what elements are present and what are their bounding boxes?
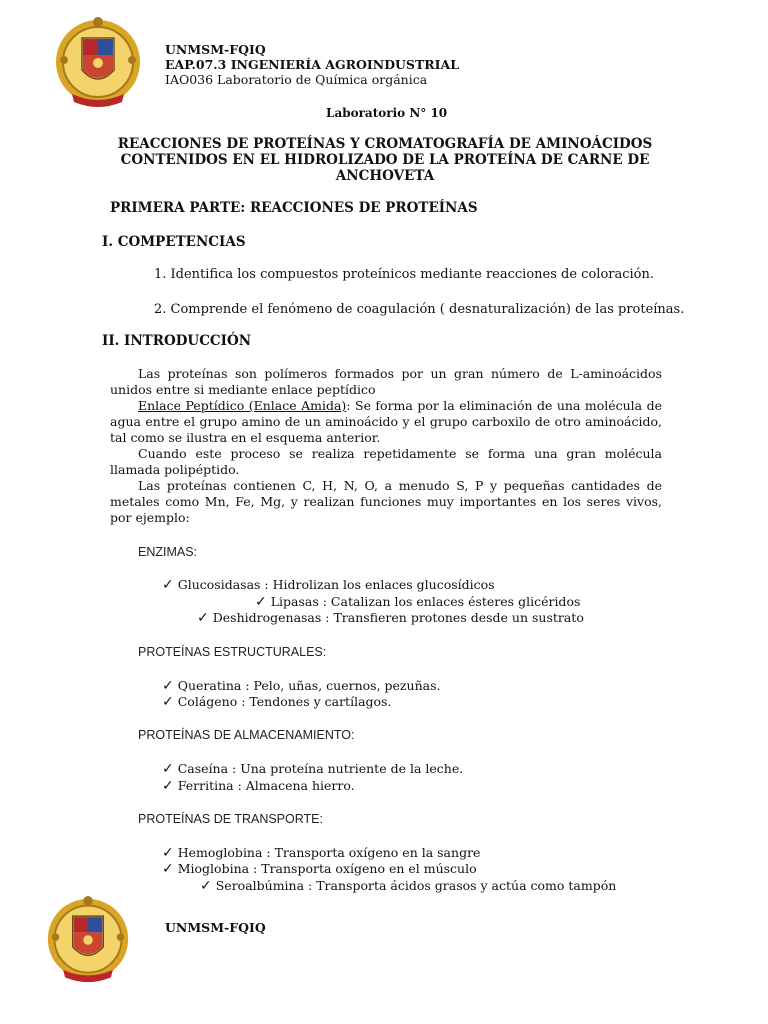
competencias-heading: I. COMPETENCIAS [102,234,246,250]
footer-institution: UNMSM-FQIQ [165,920,266,935]
list-item: ✓ Seroalbúmina : Transporta ácidos grasos y actúa como tampón [200,878,617,894]
list-item: ✓ Queratina : Pelo, uñas, cuernos, pezuñas. [162,678,441,694]
peptide-bond-term: Enlace Peptídico (Enlace Amida) [138,398,347,413]
peptide-bond-definition: : Se forma por la eliminación de una molécula de agua entre el grupo amino de un aminoácido y el grupo carboxilo de otro aminoácido, tal como se ilustra en el esquema anterior. [110,398,662,445]
check-icon: ✓ [197,610,209,626]
header-school: EAP.07.3 INGENIERÍA AGROINDUSTRIAL [165,57,459,72]
check-icon: ✓ [200,878,212,894]
part-title: PRIMERA PARTE: REACCIONES DE PROTEÍNAS [110,200,478,216]
introduccion-heading: II. INTRODUCCIÓN [102,333,252,349]
check-icon: ✓ [255,594,267,610]
check-icon: ✓ [162,678,174,694]
university-seal-logo-footer [44,893,132,989]
check-icon: ✓ [162,761,174,777]
introduccion-body [110,366,662,526]
list-item: ✓ Lipasas : Catalizan los enlaces ésteres glicéridos [255,594,581,610]
check-icon: ✓ [162,694,174,710]
list-item: ✓ Caseína : Una proteína nutriente de la leche. [162,761,464,777]
check-icon: ✓ [162,845,174,861]
category-almacenamiento: PROTEÍNAS DE ALMACENAMIENTO: [138,728,355,742]
lab-number-title: Laboratorio N° 10 [326,106,448,120]
list-item: ✓ Mioglobina : Transporta oxígeno en el músculo [162,861,477,877]
check-icon: ✓ [162,577,174,593]
intro-paragraph-2 [110,398,662,446]
main-title: REACCIONES DE PROTEÍNAS Y CROMATOGRAFÍA DE AMINOÁCIDOS CONTENIDOS EN EL HIDROLIZADO DE LA PROTEÍNA DE CARNE DE ANCHOVETA [117,136,653,184]
category-enzimas: ENZIMAS: [138,545,198,559]
list-item: ✓ Ferritina : Almacena hierro. [162,778,355,794]
list-item: ✓ Colágeno : Tendones y cartílagos. [162,694,392,710]
university-seal-logo [52,14,144,114]
list-item: ✓ Deshidrogenasas : Transfieren protones desde un sustrato [197,610,584,626]
list-item: ✓ Glucosidasas : Hidrolizan los enlaces glucosídicos [162,577,495,593]
check-icon: ✓ [162,778,174,794]
competencia-item-2: 2. Comprende el fenómeno de coagulación ( desnaturalización) de las proteínas. [154,302,685,317]
intro-paragraph-3: Cuando este proceso se realiza repetidamente se forma una gran molécula llamada polipéptido. [110,446,662,477]
check-icon: ✓ [162,861,174,877]
header-course: IAO036 Laboratorio de Química orgánica [165,72,428,87]
competencia-item-1: 1. Identifica los compuestos proteínicos mediante reacciones de coloración. [154,267,655,282]
list-item: ✓ Hemoglobina : Transporta oxígeno en la sangre [162,845,481,861]
intro-paragraph-1: Las proteínas son polímeros formados por un gran número de L-aminoácidos unidos entre si mediante enlace peptídico [110,366,662,397]
category-estructurales: PROTEÍNAS ESTRUCTURALES: [138,645,327,659]
header-institution: UNMSM-FQIQ [165,42,266,57]
intro-paragraph-4: Las proteínas contienen C, H, N, O, a menudo S, P y pequeñas cantidades de metales como Mn, Fe, Mg, y realizan funciones muy importantes en los seres vivos, por ejemplo: [110,478,662,525]
category-transporte: PROTEÍNAS DE TRANSPORTE: [138,812,323,826]
